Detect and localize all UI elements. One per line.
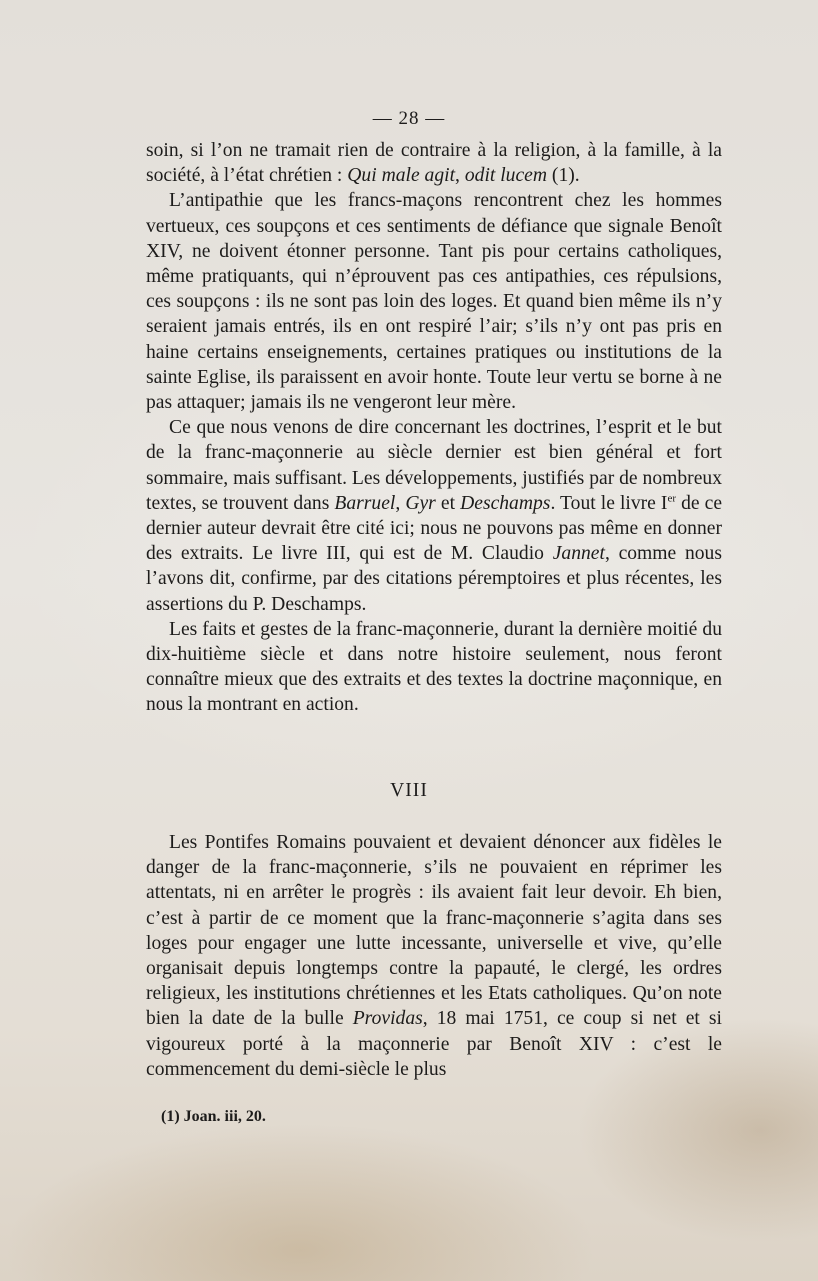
text-run: ,: [395, 492, 406, 514]
text-run: et: [435, 492, 461, 514]
text-run: L’antipathie que les francs-maçons rencontrent chez les hommes vertueux, ces soupçons et ces sentiments de défiance que signale Benoît XIV, ne doivent étonner personne. Tant pis pour certains catholiques, même pratiquants, qui n’éprouvent pas ces antipathies, ces répulsions, ces soupçons : ils ne sont pas loin des loges. Et quand bien même ils n’y seraient jamais entrés, ils en ont respiré l’air; s’ils n’y ont pas pris en haine certains enseignements, certaines pratiques ou institutions de la sainte Eglise, ils paraissent en avoir honte. Toute leur vertu se borne à ne pas attaquer; jamais ils ne vengeront leur mère.: [146, 190, 722, 414]
paragraph: [146, 138, 722, 188]
text-run: Ce que nous venons de dire concernant les doctrines, l’esprit et le but de la franc-maçonnerie au siècle dernier est bien général et fort sommaire, mais suffisant. Les développements, justifiés par de nombreux textes, se trouvent dans: [146, 417, 722, 514]
footnote: (1) Joan. iii, 20.: [161, 1108, 266, 1125]
text-run: Les faits et gestes de la franc-maçonnerie, durant la dernière moitié du dix-huitième siècle et dans notre histoire seulement, nous feront connaître mieux que des extraits et des textes la doctrine maçonnique, en nous la montrant en action.: [146, 618, 722, 716]
body-text-section-viii: [146, 830, 722, 1082]
section-heading: VIII: [390, 780, 428, 801]
text-run: ,: [455, 165, 465, 187]
italic-text: Providas: [352, 1008, 423, 1030]
page-number: — 28 —: [372, 108, 446, 129]
text-run: Les Pontifes Romains pouvaient et devaient dénoncer aux fidèles le danger de la franc-maçonnerie, s’ils ne pouvaient en réprimer les attentats, ni en arrêter le progrès : ils avaient fait leur devoir. Eh bien, c’est à partir de ce moment que la franc-maçonnerie s’agita dans ses loges pour engager une lutte incessante, universelle et vive, qu’elle organisait depuis longtemps contre la papauté, le clergé, les ordres religieux, les institutions chrétiennes et les Etats catholiques. Qu’on note bien la date de la bulle: [146, 832, 722, 1030]
body-text-section-vii-end: [146, 138, 722, 718]
text-run: . Tout le livre I: [550, 492, 668, 514]
italic-text: Qui male agit: [347, 165, 456, 187]
italic-text: Deschamps: [460, 492, 551, 514]
paragraph: [146, 188, 722, 415]
text-run: de ce dernier auteur devrait être cité ici; nous ne pouvons pas même en donner des extraits. Le livre III, qui est de M. Claudio: [146, 492, 723, 565]
superscript-text: er: [667, 492, 676, 505]
paragraph: [146, 617, 722, 718]
italic-text: Barruel: [334, 492, 396, 514]
text-run: , comme nous l’avons dit, confirme, par des citations péremptoires et plus récentes, les assertions du P. Deschamps.: [146, 543, 722, 615]
text-run: , 18 mai 1751, ce coup si net et si vigoureux porté à la maçonnerie par Benoît XIV : c’est le commencement du demi-siècle le plus: [146, 1008, 722, 1080]
italic-text: Gyr: [405, 492, 436, 514]
italic-text: odit lucem: [464, 165, 548, 187]
text-run: soin, si l’on ne tramait rien de contraire à la religion, à la famille, à la société, à l’état chrétien :: [146, 140, 722, 187]
paragraph: [146, 830, 722, 1082]
paragraph: [146, 415, 722, 617]
italic-text: Jannet: [552, 543, 605, 565]
text-run: (1).: [547, 165, 580, 187]
